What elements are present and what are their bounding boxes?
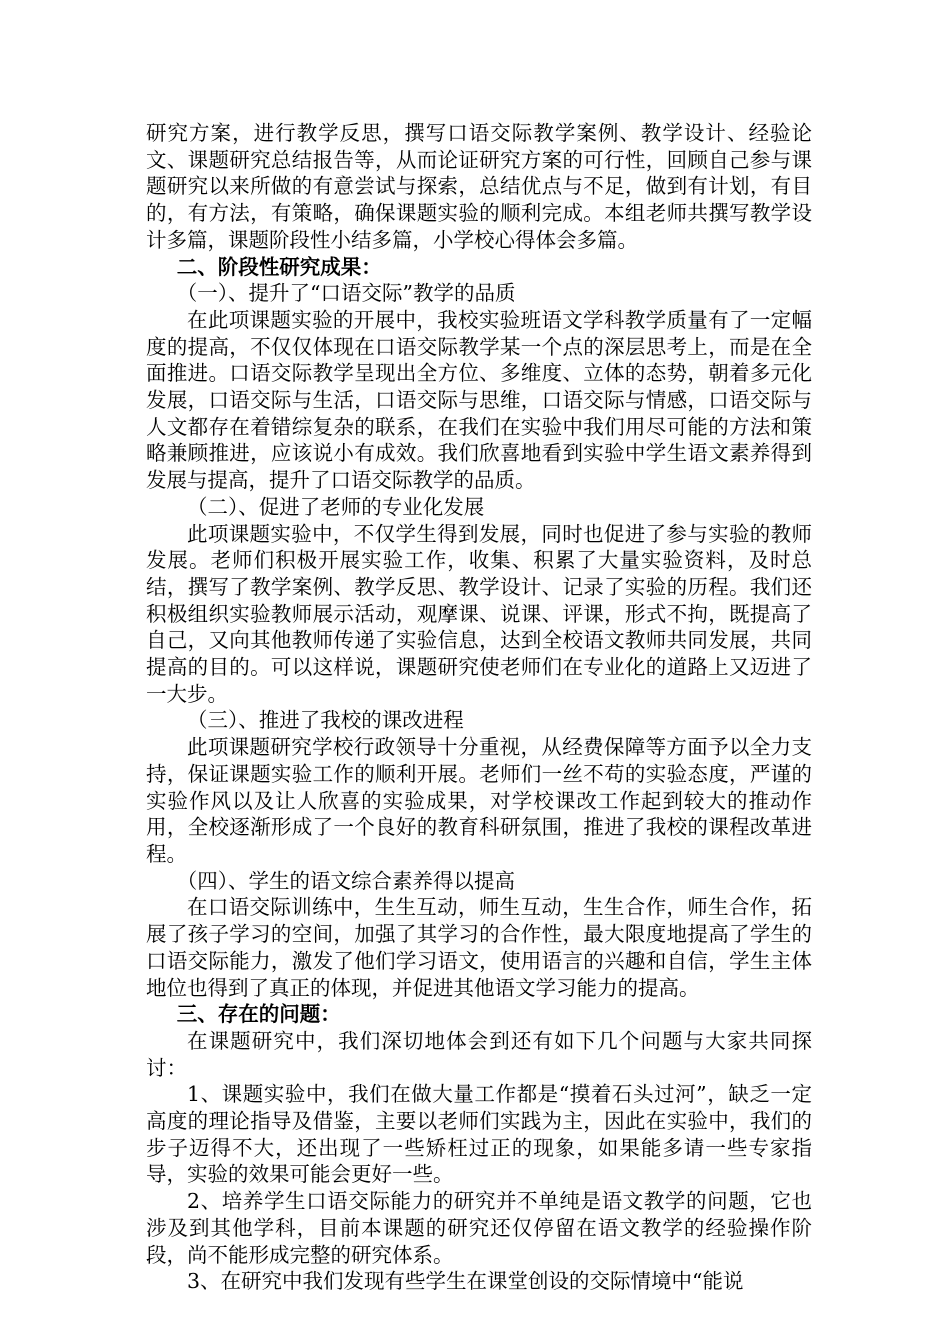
achievement-2-title: （二）、促进了老师的专业化发展 bbox=[187, 494, 485, 519]
problem-3: 3、在研究中我们发现有些学生在课堂创设的交际情境中“能说 bbox=[187, 1269, 744, 1294]
achievement-4-title: （四）、学生的语文综合素养得以提高 bbox=[176, 868, 515, 893]
problem-1: 1、课题实验中，我们在做大量工作都是“摸着石头过河”，缺乏一定高度的理论指导及借鉴，主要以老师们实践为主，因此在实验中，我们的步子迈得不大，还出现了一些矫枉过正的现象，如果能多请一些专家指导，实验的效果可能会更好一些。 bbox=[146, 1082, 812, 1187]
problem-2: 2、培养学生口语交际能力的研究并不单纯是语文教学的问题，它也涉及到其他学科，目前本课题的研究还仅停留在语文教学的经验操作阶段，尚不能形成完整的研究体系。 bbox=[146, 1189, 812, 1267]
achievement-1-title: （一）、提升了“口语交际”教学的品质 bbox=[176, 281, 516, 306]
document-page bbox=[146, 120, 812, 1295]
achievement-4-body: 在口语交际训练中，生生互动，师生互动，生生合作，师生合作，拓展了孩子学习的空间，加强了其学习的合作性，最大限度地提高了学生的口语交际能力，激发了他们学习语文，使用语言的兴趣和自信，学生主体地位也得到了真正的体现，并促进其他语文学习能力的提高。 bbox=[146, 895, 812, 1000]
achievement-2-body: 此项课题实验中，不仅学生得到发展，同时也促进了参与实验的教师发展。老师们积极开展实验工作，收集、积累了大量实验资料，及时总结，撰写了教学案例、教学反思、教学设计、记录了实验的历程。我们还积极组织实验教师展示活动，观摩课、说课、评课，形式不拘，既提高了自己，又向其他教师传递了实验信息，达到全校语文教师共同发展，共同提高的目的。可以这样说，课题研究使老师们在专业化的道路上又迈进了一大步。 bbox=[146, 521, 812, 706]
section-2-heading: 二、阶段性研究成果： bbox=[176, 254, 382, 279]
section-3-intro: 在课题研究中，我们深切地体会到还有如下几个问题与大家共同探讨： bbox=[146, 1028, 812, 1080]
achievement-1-body: 在此项课题实验的开展中，我校实验班语文学科教学质量有了一定幅度的提高，不仅仅体现在口语交际教学某一个点的深层思考上，而是在全面推进。口语交际教学呈现出全方位、多维度、立体的态势，朝着多元化发展，口语交际与生活，口语交际与思维，口语交际与情感，口语交际与人文都存在着错综复杂的联系，在我们在实验中我们用尽可能的方法和策略兼顾推进，应该说小有成效。我们欣喜地看到实验中学生语文素养得到发展与提高，提升了口语交际教学的品质。 bbox=[146, 307, 812, 493]
achievement-3-title: （三）、推进了我校的课改进程 bbox=[187, 708, 464, 733]
intro-paragraph: 研究方案，进行教学反思，撰写口语交际教学案例、教学设计、经验论文、课题研究总结报告等，从而论证研究方案的可行性，回顾自己参与课题研究以来所做的有意尝试与探索，总结优点与不足，做到有计划，有目的，有方法，有策略，确保课题实验的顺利完成。本组老师共撰写教学设计多篇，课题阶段性小结多篇，小学校心得体会多篇。 bbox=[146, 121, 812, 252]
section-3-heading: 三、存在的问题： bbox=[176, 1002, 341, 1027]
achievement-3-body: 此项课题研究学校行政领导十分重视，从经费保障等方面予以全力支持，保证课题实验工作的顺利开展。老师们一丝不苟的实验态度，严谨的实验作风以及让人欣喜的实验成果，对学校课改工作起到较大的推动作用，全校逐渐形成了一个良好的教育科研氛围，推进了我校的课程改革进程。 bbox=[146, 735, 812, 866]
